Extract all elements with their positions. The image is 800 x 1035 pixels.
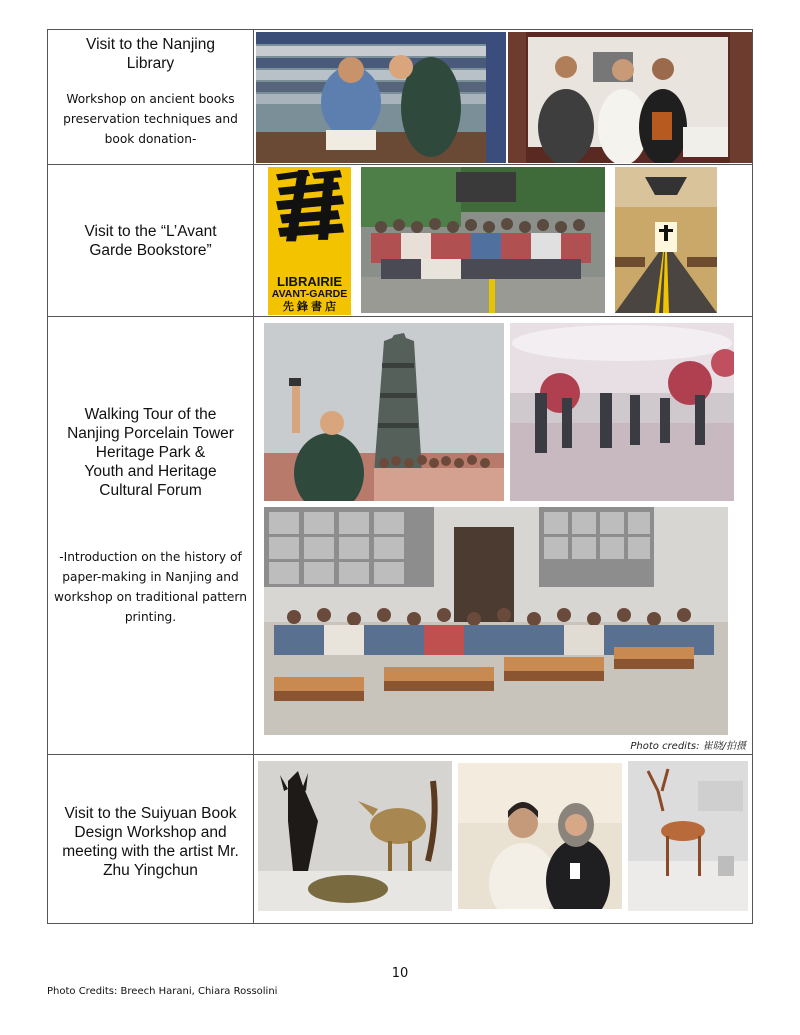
photo-cultural-forum-hall bbox=[510, 323, 734, 501]
title-line: Walking Tour of the bbox=[84, 406, 217, 423]
row-suiyuan-workshop bbox=[48, 755, 752, 923]
row-nanjing-library bbox=[48, 30, 752, 165]
row-photo-cell bbox=[254, 165, 752, 316]
photo-meeting-artist bbox=[458, 763, 622, 909]
row-photo-cell bbox=[254, 755, 752, 923]
photo-bookstore-group bbox=[361, 167, 605, 313]
logo-line-2: AVANT-GARDE bbox=[271, 288, 348, 300]
row-photo-cell bbox=[254, 317, 752, 754]
activities-table bbox=[47, 29, 753, 924]
row-title bbox=[50, 405, 251, 500]
title-line: Nanjing Porcelain Tower bbox=[67, 425, 234, 442]
photo-bookstore-interior bbox=[615, 167, 717, 313]
row-title: Visit to the “L’Avant Garde Bookstore” bbox=[84, 223, 217, 259]
row-description: Workshop on ancient books preservation techniques and book donation- bbox=[63, 92, 238, 146]
footer-photo-credits: Photo Credits: Breech Harani, Chiara Rossolini bbox=[47, 986, 278, 997]
logo-line-3: 先 鋒 書 店 bbox=[282, 301, 337, 313]
page-number: 10 bbox=[391, 966, 409, 981]
photo-library-workshop bbox=[256, 32, 506, 163]
row-label-cell bbox=[48, 755, 254, 923]
photo-book-donation bbox=[508, 32, 752, 163]
title-line: Heritage Park & bbox=[95, 444, 206, 461]
photo-deer-sculpture bbox=[628, 761, 748, 911]
row-avant-garde-bookstore bbox=[48, 165, 752, 317]
photo-porcelain-tower-selfie bbox=[264, 323, 504, 501]
photo-paper-making-workshop bbox=[264, 507, 728, 735]
row-label-cell bbox=[48, 317, 254, 754]
row-porcelain-tower bbox=[48, 317, 752, 755]
title-line: Youth and Heritage bbox=[84, 463, 217, 480]
logo-text bbox=[268, 275, 351, 314]
row-title: Visit to the Nanjing Library bbox=[86, 36, 215, 72]
title-line: Cultural Forum bbox=[99, 482, 202, 499]
logo-line-1: LIBRAIRIE bbox=[277, 274, 342, 289]
row-label-cell bbox=[48, 30, 254, 164]
photo-credit-inline: Photo credits: 崔晓/拍摄 bbox=[630, 741, 746, 752]
row-title: Visit to the Suiyuan Book Design Workshop and meeting with the artist Mr. Zhu Yingchun bbox=[62, 805, 239, 879]
row-label-cell bbox=[48, 165, 254, 316]
row-description: -Introduction on the history of paper-making in Nanjing and workshop on traditional pattern printing. bbox=[54, 550, 247, 624]
avant-garde-logo bbox=[268, 167, 351, 315]
row-photo-cell bbox=[254, 30, 752, 164]
photo-bronze-sculptures bbox=[258, 761, 452, 911]
